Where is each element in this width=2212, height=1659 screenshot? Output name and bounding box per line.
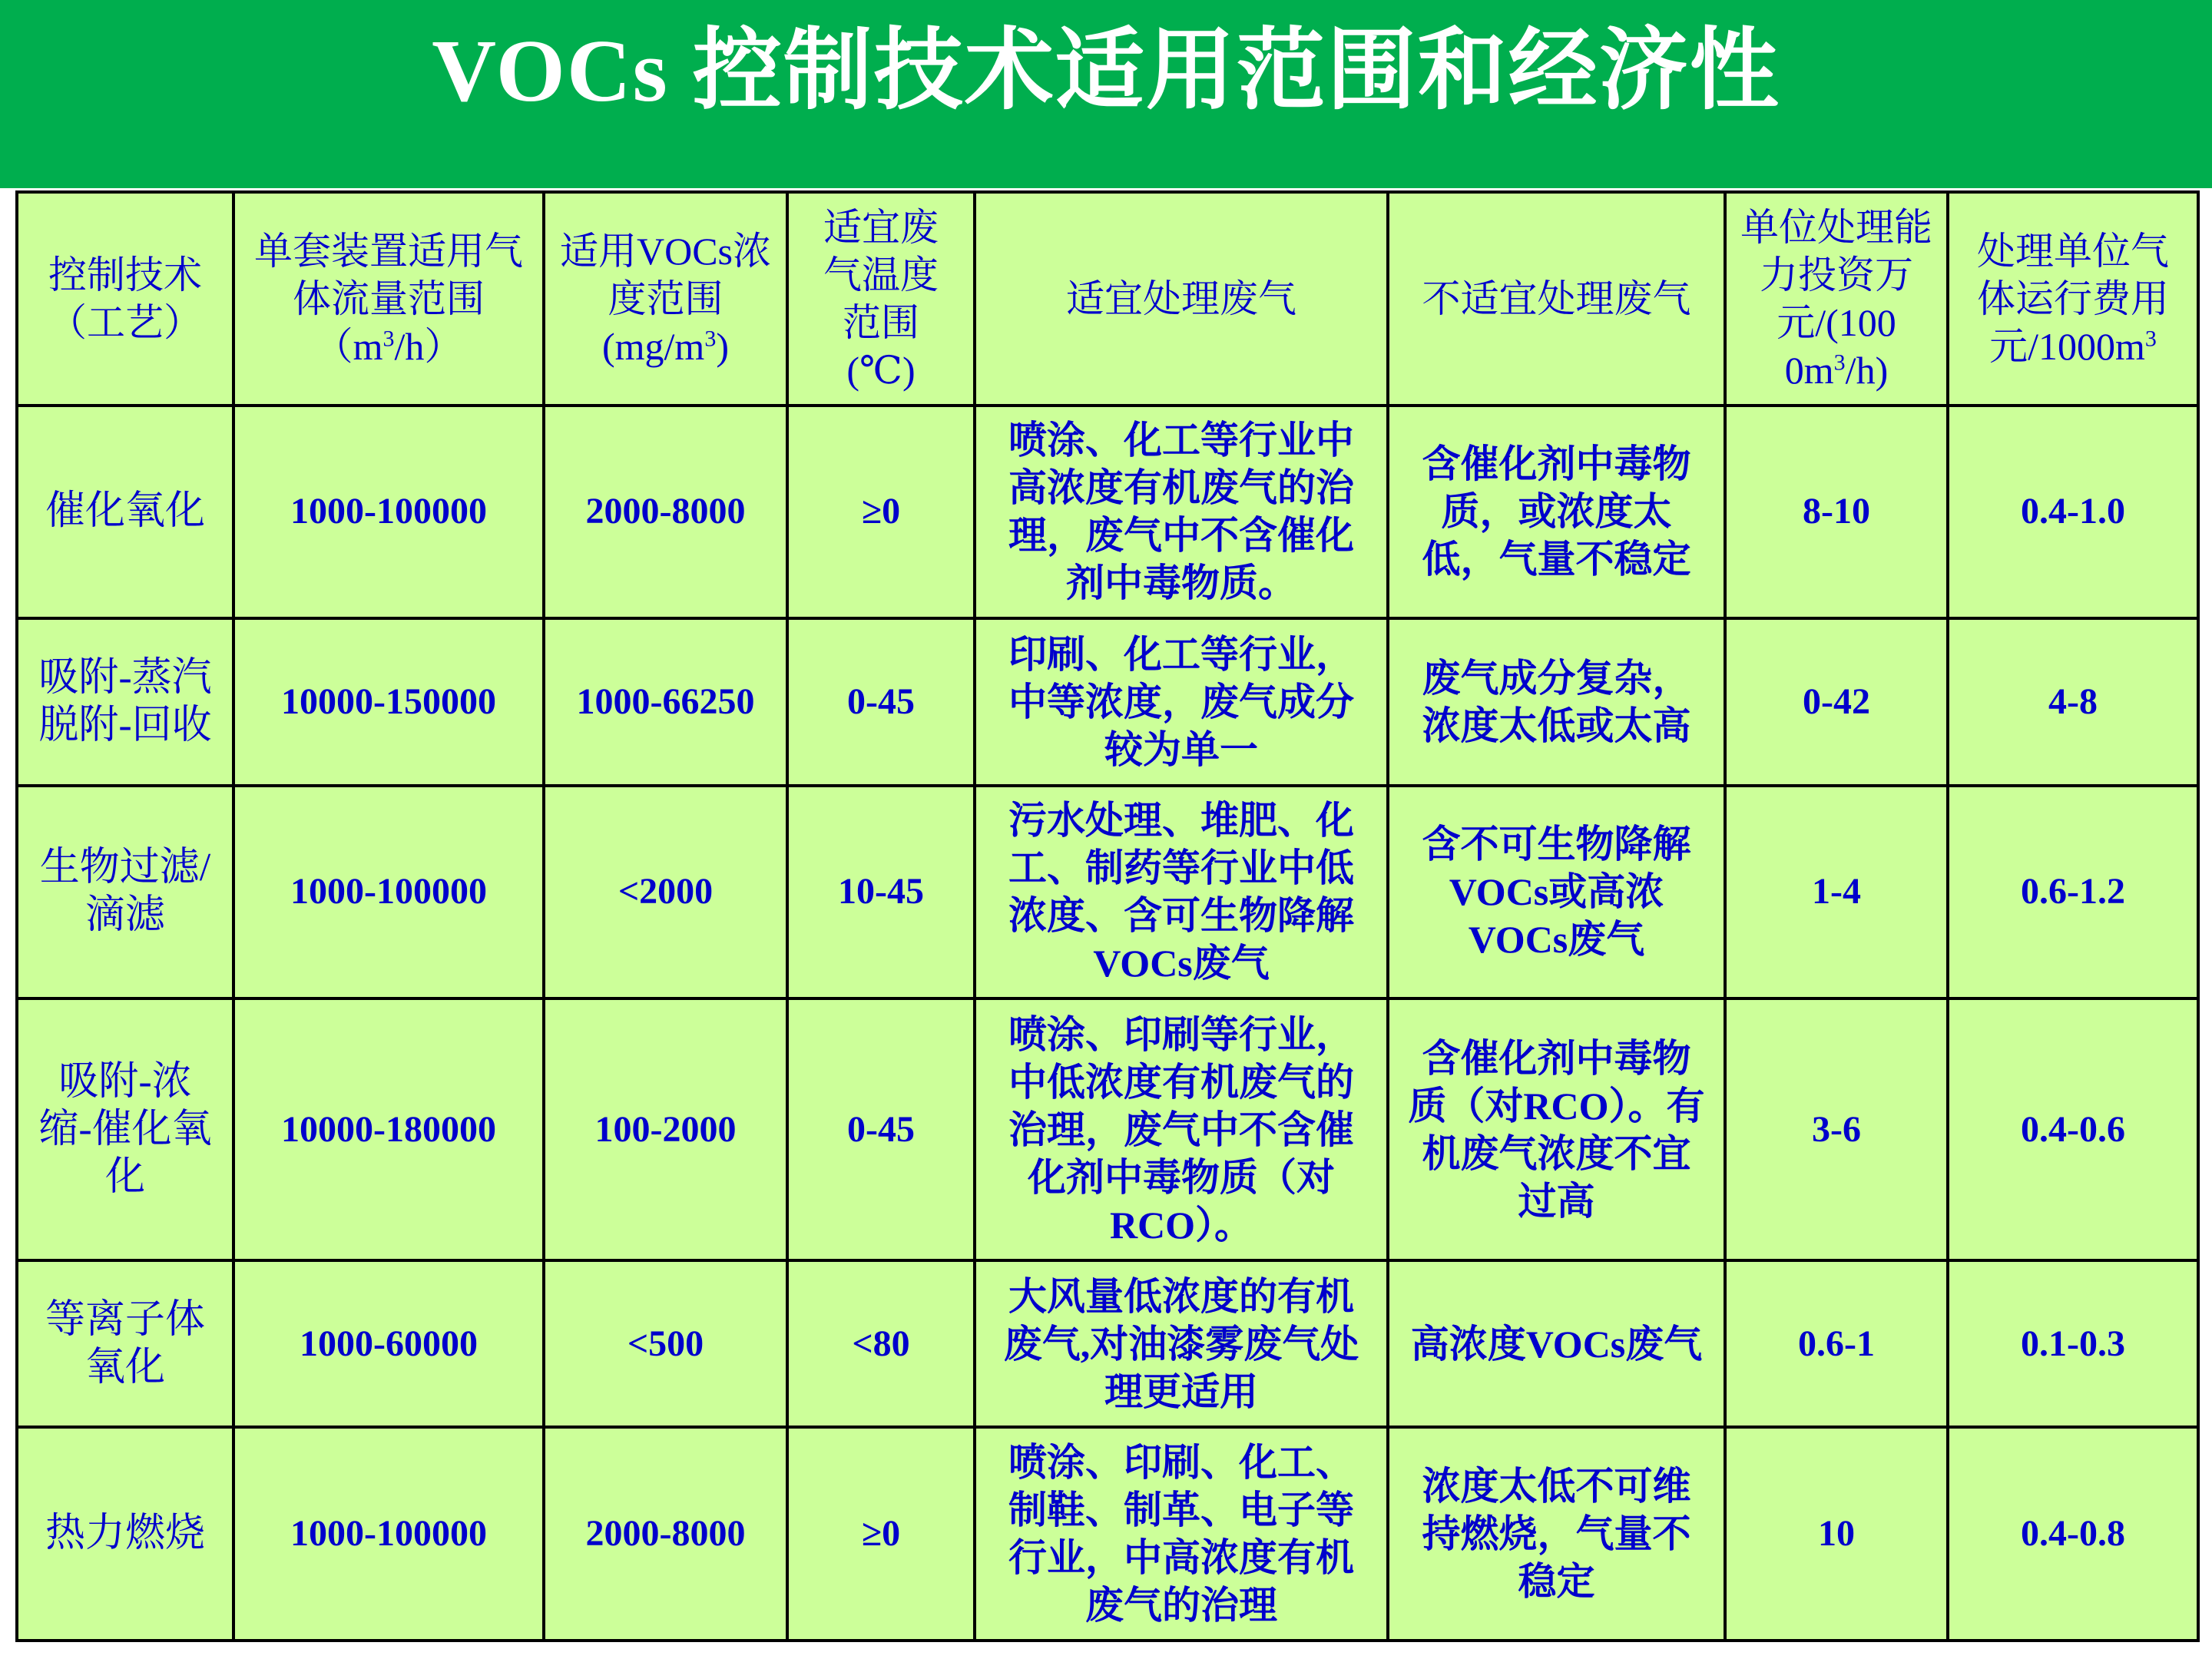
table-row bbox=[17, 1427, 2198, 1641]
header-operating-cost bbox=[1948, 192, 2198, 406]
cell-technology: 吸附-蒸汽脱附-回收 bbox=[17, 618, 233, 785]
header-operating-cost-unit-pre: 元/1000m bbox=[1989, 324, 2145, 368]
cell-flow-range: 1000-60000 bbox=[233, 1260, 544, 1427]
cell-operating-cost: 0.4-0.8 bbox=[1948, 1427, 2198, 1641]
table-row bbox=[17, 998, 2198, 1260]
cell-operating-cost: 0.4-1.0 bbox=[1948, 406, 2198, 619]
header-operating-cost-text: 处理单位气体运行费用 bbox=[1977, 229, 2169, 320]
page-title: VOCs 控制技术适用范围和经济性 bbox=[432, 22, 1780, 121]
header-flow-range bbox=[233, 192, 544, 406]
cell-operating-cost: 4-8 bbox=[1948, 618, 2198, 785]
header-operating-cost-unit-sup: 3 bbox=[2144, 326, 2157, 352]
cell-suitable-gas: 喷涂、印刷等行业，中低浓度有机废气的治理，废气中不含催化剂中毒物质（对RCO）。 bbox=[975, 998, 1388, 1260]
header-voc-concentration-unit-pre: (mg/m bbox=[602, 324, 705, 368]
cell-voc-concentration: 2000-8000 bbox=[544, 406, 787, 619]
cell-technology: 生物过滤/滴滤 bbox=[17, 786, 233, 999]
header-voc-concentration-unit-post: ) bbox=[716, 324, 729, 368]
header-temperature-unit: (℃) bbox=[846, 348, 916, 392]
cell-operating-cost: 0.1-0.3 bbox=[1948, 1260, 2198, 1427]
header-suitable-gas: 适宜处理废气 bbox=[975, 192, 1388, 406]
table-row bbox=[17, 786, 2198, 999]
header-temperature-text: 适宜废气温度范围 bbox=[823, 205, 939, 344]
cell-flow-range: 1000-100000 bbox=[233, 786, 544, 999]
table-row bbox=[17, 618, 2198, 785]
cell-flow-range: 10000-180000 bbox=[233, 998, 544, 1260]
cell-technology: 吸附-浓缩-催化氧化 bbox=[17, 998, 233, 1260]
cell-unsuitable-gas: 含不可生物降解VOCs或高浓VOCs废气 bbox=[1388, 786, 1725, 999]
cell-voc-concentration: <2000 bbox=[544, 786, 787, 999]
cell-temperature: <80 bbox=[787, 1260, 975, 1427]
table-header-row bbox=[17, 192, 2198, 406]
header-investment-unit-sup: 3 bbox=[1833, 349, 1846, 376]
cell-investment: 10 bbox=[1725, 1427, 1948, 1641]
cell-unsuitable-gas: 浓度太低不可维持燃烧，气量不稳定 bbox=[1388, 1427, 1725, 1641]
cell-suitable-gas: 印刷、化工等行业，中等浓度，废气成分较为单一 bbox=[975, 618, 1388, 785]
header-voc-concentration-text: 适用VOCs浓度范围 bbox=[559, 229, 772, 320]
cell-voc-concentration: <500 bbox=[544, 1260, 787, 1427]
table-row bbox=[17, 1260, 2198, 1427]
cell-operating-cost: 0.4-0.6 bbox=[1948, 998, 2198, 1260]
cell-unsuitable-gas: 废气成分复杂，浓度太低或太高 bbox=[1388, 618, 1725, 785]
header-investment bbox=[1725, 192, 1948, 406]
cell-voc-concentration: 100-2000 bbox=[544, 998, 787, 1260]
header-temperature bbox=[787, 192, 975, 406]
header-investment-unit-pre: 0m bbox=[1784, 348, 1834, 392]
header-flow-range-unit-pre: （m bbox=[314, 324, 383, 368]
header-flow-range-text: 单套装置适用气体流量范围 bbox=[254, 229, 523, 320]
cell-investment: 8-10 bbox=[1725, 406, 1948, 619]
header-flow-range-unit-sup: 3 bbox=[382, 326, 395, 352]
cell-technology: 等离子体氧化 bbox=[17, 1260, 233, 1427]
cell-flow-range: 1000-100000 bbox=[233, 406, 544, 619]
table-row bbox=[17, 406, 2198, 619]
voc-technology-table bbox=[15, 190, 2200, 1642]
cell-operating-cost: 0.6-1.2 bbox=[1948, 786, 2198, 999]
header-voc-concentration bbox=[544, 192, 787, 406]
cell-suitable-gas: 污水处理、堆肥、化工、制药等行业中低浓度、含可生物降解VOCs废气 bbox=[975, 786, 1388, 999]
cell-technology: 热力燃烧 bbox=[17, 1427, 233, 1641]
cell-suitable-gas: 喷涂、化工等行业中高浓度有机废气的治理，废气中不含催化剂中毒物质。 bbox=[975, 406, 1388, 619]
cell-unsuitable-gas: 含催化剂中毒物质（对RCO）。有机废气浓度不宜过高 bbox=[1388, 998, 1725, 1260]
header-investment-text: 单位处理能力投资万元/(100 bbox=[1740, 205, 1932, 344]
cell-temperature: 10-45 bbox=[787, 786, 975, 999]
header-unsuitable-gas: 不适宜处理废气 bbox=[1388, 192, 1725, 406]
cell-investment: 0.6-1 bbox=[1725, 1260, 1948, 1427]
cell-unsuitable-gas: 含催化剂中毒物质，或浓度太低，气量不稳定 bbox=[1388, 406, 1725, 619]
cell-flow-range: 1000-100000 bbox=[233, 1427, 544, 1641]
header-technology: 控制技术（工艺） bbox=[17, 192, 233, 406]
cell-flow-range: 10000-150000 bbox=[233, 618, 544, 785]
cell-temperature: ≥0 bbox=[787, 1427, 975, 1641]
header-flow-range-unit-post: /h） bbox=[394, 324, 463, 368]
cell-temperature: 0-45 bbox=[787, 618, 975, 785]
cell-suitable-gas: 大风量低浓度的有机废气,对油漆雾废气处理更适用 bbox=[975, 1260, 1388, 1427]
header-investment-unit-post: /h) bbox=[1845, 348, 1889, 392]
cell-temperature: 0-45 bbox=[787, 998, 975, 1260]
cell-voc-concentration: 2000-8000 bbox=[544, 1427, 787, 1641]
cell-investment: 0-42 bbox=[1725, 618, 1948, 785]
cell-unsuitable-gas: 高浓度VOCs废气 bbox=[1388, 1260, 1725, 1427]
cell-investment: 3-6 bbox=[1725, 998, 1948, 1260]
cell-technology: 催化氧化 bbox=[17, 406, 233, 619]
cell-voc-concentration: 1000-66250 bbox=[544, 618, 787, 785]
cell-investment: 1-4 bbox=[1725, 786, 1948, 999]
cell-suitable-gas: 喷涂、印刷、化工、制鞋、制革、电子等行业，中高浓度有机废气的治理 bbox=[975, 1427, 1388, 1641]
header-voc-concentration-unit-sup: 3 bbox=[704, 326, 717, 352]
cell-temperature: ≥0 bbox=[787, 406, 975, 619]
